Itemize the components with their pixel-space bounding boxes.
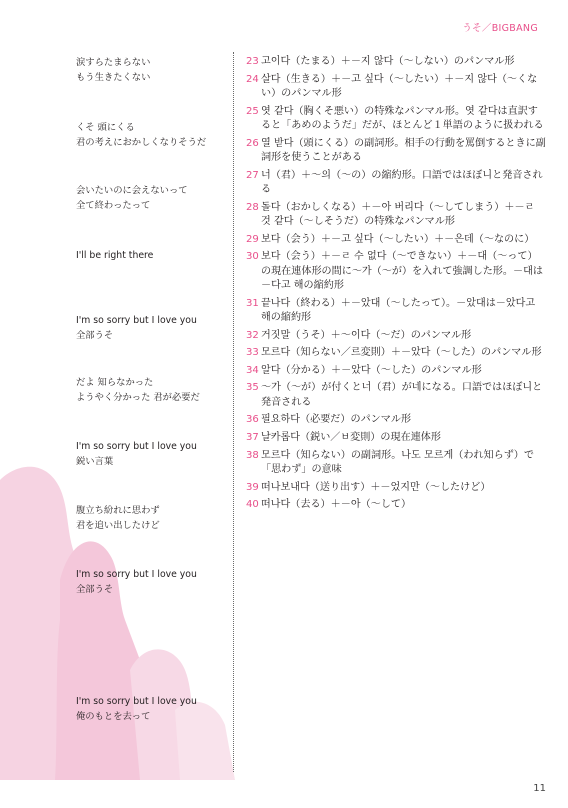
lyrics-column (0, 0, 230, 800)
note-text: 알다（分かる）＋－았다（～した）のパンマル形 (261, 364, 482, 376)
note-number: 24 (246, 73, 259, 85)
note-item (247, 481, 547, 495)
note-item (247, 250, 547, 293)
lyric-block: I'm so sorry but I love you 俺のもとを去って (76, 696, 197, 722)
lyric-block: I'm so sorry but I love you 鋭い言葉 (76, 441, 197, 467)
note-item (247, 498, 547, 512)
note-item (247, 233, 547, 247)
note-text: 너（君）＋～의（～の）の縮約形。口語ではほぼ니と発音される (261, 169, 543, 195)
column-divider (233, 52, 234, 772)
note-item (247, 169, 547, 198)
note-number: 34 (246, 364, 259, 376)
note-text: 거짓말（うそ）＋～이다（～だ）のパンマル形 (261, 329, 472, 341)
note-number: 38 (246, 449, 259, 461)
note-number: 32 (246, 329, 259, 341)
lyric-block: だよ 知らなかった ようやく分かった 君が必要だ (76, 377, 200, 403)
lyric-block: I'm so sorry but I love you 全部うそ (76, 569, 197, 595)
note-number: 31 (246, 297, 259, 309)
note-text: 필요하다（必要だ）のパンマル形 (261, 414, 412, 426)
note-text: 보다（会う）＋－고 싶다（～したい）＋－은데（～なのに） (261, 233, 535, 245)
note-item (247, 201, 547, 230)
note-item (247, 105, 547, 134)
note-text: 열 받다（頭にくる）の副詞形。相手の行動を罵倒するときに副詞形を使うことがある (261, 137, 546, 163)
note-text: 모르다（知らない）の副詞形。나도 모르게（われ知らず）で「思わず」の意味 (261, 449, 534, 475)
note-number: 40 (246, 499, 259, 511)
running-header: うそ／BIGBANG (462, 23, 538, 34)
note-text: 고이다（たまる）＋－지 않다（～しない）のパンマル形 (261, 56, 515, 67)
note-item (247, 364, 547, 378)
note-text: 보다（会う）＋－ㄹ 수 없다（～できない）＋－대（～って）の現在連体形の間に～가（～が）を入れて強調した形。－대は－다고 해の縮約形 (261, 251, 543, 291)
note-number: 28 (246, 201, 259, 213)
note-item (247, 413, 547, 427)
note-text: 떠나보내다（送り出す）＋－었지만（～したけど） (261, 481, 491, 493)
note-item (247, 73, 547, 102)
note-item (247, 297, 547, 326)
lyric-block: I'll be right there (76, 250, 154, 261)
note-number: 29 (246, 233, 259, 245)
note-number: 39 (246, 481, 259, 493)
note-text: 떠나다（去る）＋－아（～して） (261, 499, 412, 511)
note-text: 끝나다（終わる）＋－았대（～したって）。－았대は－았다고 해の縮約形 (261, 297, 536, 323)
note-number: 33 (246, 347, 259, 359)
lyric-block: くそ 頭にくる 君の考えにおかしくなりそうだ (76, 122, 207, 148)
note-item (247, 346, 547, 360)
note-text: 모르다（知らない／르変則）＋－았다（～した）のパンマル形 (261, 347, 542, 359)
note-item (247, 431, 547, 445)
note-number: 35 (246, 382, 259, 394)
note-item (247, 381, 547, 410)
note-text: 살다（生きる）＋－고 싶다（～したい）＋－지 않다（～くない）のパンマル形 (261, 73, 538, 99)
lyric-block: 涙すらたまらない もう生きたくない (76, 57, 151, 83)
note-item (247, 449, 547, 478)
vocabulary-notes (247, 55, 547, 516)
lyric-block: 腹立ち紛れに思わず 君を追い出したけど (76, 505, 160, 531)
note-text: ～가（～が）が付くと너（君）が네になる。口語ではほぼ니と発音される (261, 382, 543, 408)
note-text: 엿 같다（胸くそ悪い）の特殊なパンマル形。엿 같다は直訳すると「あめのようだ」だが、ほとんど１単語のように扱われる (261, 105, 544, 131)
note-number: 30 (246, 251, 259, 263)
note-item (247, 329, 547, 343)
page-number: 11 (533, 783, 546, 794)
lyric-block: 会いたいのに会えないって 全て終わったって (76, 185, 188, 211)
note-number: 27 (246, 169, 259, 181)
note-item (247, 137, 547, 166)
note-number: 26 (246, 137, 259, 149)
note-item (247, 55, 547, 69)
note-number: 23 (246, 56, 259, 67)
note-number: 36 (246, 414, 259, 426)
note-text: 돌다（おかしくなる）＋－아 버리다（～してしまう）＋－ㄹ 것 같다（～しそうだ）の特殊なパンマル形 (261, 201, 535, 227)
note-number: 25 (246, 105, 259, 117)
note-text: 날카롭다（鋭い／ㅂ変則）の現在連体形 (261, 431, 441, 443)
note-number: 37 (246, 431, 259, 443)
lyric-block: I'm so sorry but I love you 全部うそ (76, 315, 197, 341)
